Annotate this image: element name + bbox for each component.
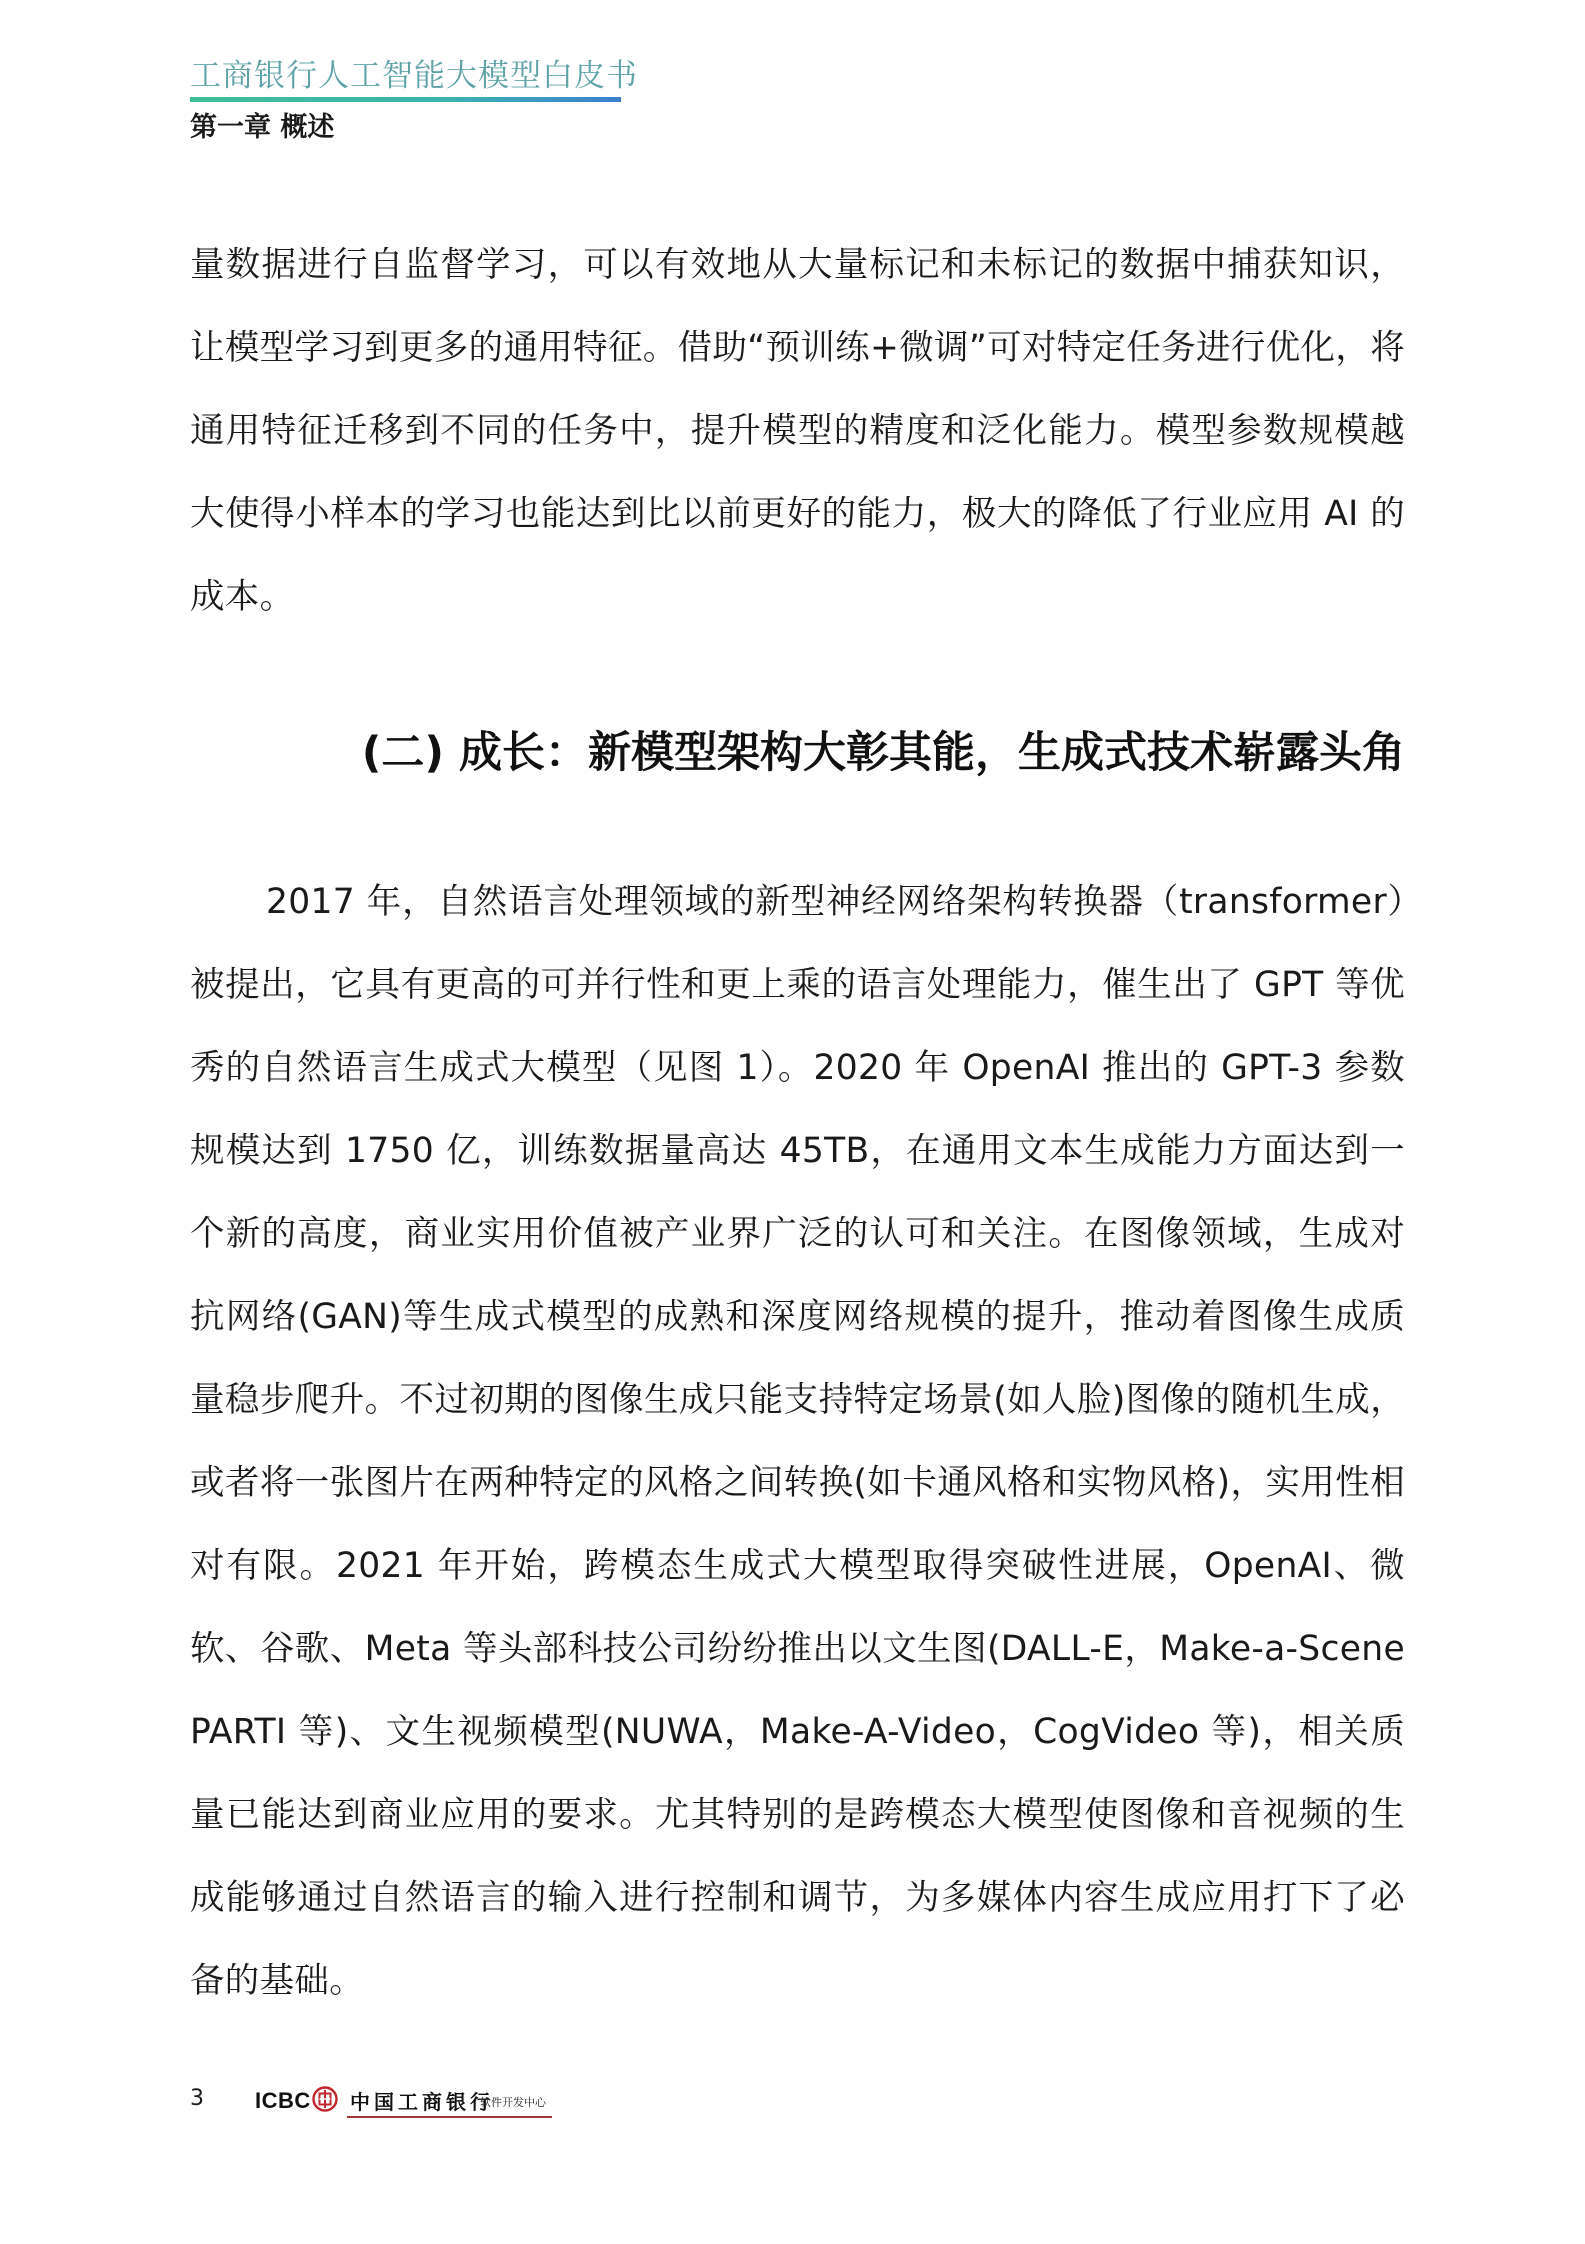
body-paragraph: 2017 年，自然语言处理领域的新型神经网络架构转换器（transformer）被提出，它具有更高的可并行性和更上乘的语言处理能力，催生出了 GPT 等优秀的自然语言生成式大模型（见图 1）。2020 年 OpenAI 推出的 GPT-3 参数规模达到 1750 亿，训练数据量高达 45TB，在通用文本生成能力方面达到一个新的高度，商业实用价值被产业界广泛的认可和关注。在图像领域，生成对抗网络(GAN)等生成式模型的成熟和深度网络规模的提升，推动着图像生成质量稳步爬升。不过初期的图像生成只能支持特定场景(如人脸)图像的随机生成，或者将一张图片在两种特定的风格之间转换(如卡通风格和实物风格)，实用性相对有限。2021 年开始，跨模态生成式大模型取得突破性进展，OpenAI、微软、谷歌、Meta 等头部科技公司纷纷推出以文生图(DALL-E，Make-a-ScenePARTI 等)、文生视频模型(NUWA，Make-A-Video，CogVideo 等)，相关质量已能达到商业应用的要求。尤其特别的是跨模态大模型使图像和音视频的生成能够通过自然语言的输入进行控制和调节，为多媒体内容生成应用打下了必备的基础。 <box>190 882 1405 2001</box>
bank-name: 中国工商银行 <box>350 2090 494 2114</box>
section-heading: (二) 成长：新模型架构大彰其能，生成式技术崭露头角 <box>361 728 1405 778</box>
paragraph-block-1 <box>190 224 1405 639</box>
header-divider <box>190 97 621 102</box>
document-title: 工商银行人工智能大模型白皮书 <box>190 58 638 94</box>
footer-divider <box>347 2116 552 2118</box>
page-footer <box>0 2086 1585 2126</box>
page-number: 3 <box>190 2086 204 2111</box>
brand-wordmark: ICBC <box>255 2088 311 2113</box>
chapter-title: 第一章 概述 <box>190 112 335 143</box>
department-name: 软件开发中心 <box>480 2096 546 2109</box>
icbc-logo-icon <box>312 2086 338 2112</box>
paragraph-block-2 <box>190 861 1405 2023</box>
body-paragraph: 量数据进行自监督学习，可以有效地从大量标记和未标记的数据中捕获知识，让模型学习到更多的通用特征。借助“预训练+微调”可对特定任务进行优化，将通用特征迁移到不同的任务中，提升模型的精度和泛化能力。模型参数规模越大使得小样本的学习也能达到比以前更好的能力，极大的降低了行业应用 AI 的成本。 <box>190 245 1405 617</box>
